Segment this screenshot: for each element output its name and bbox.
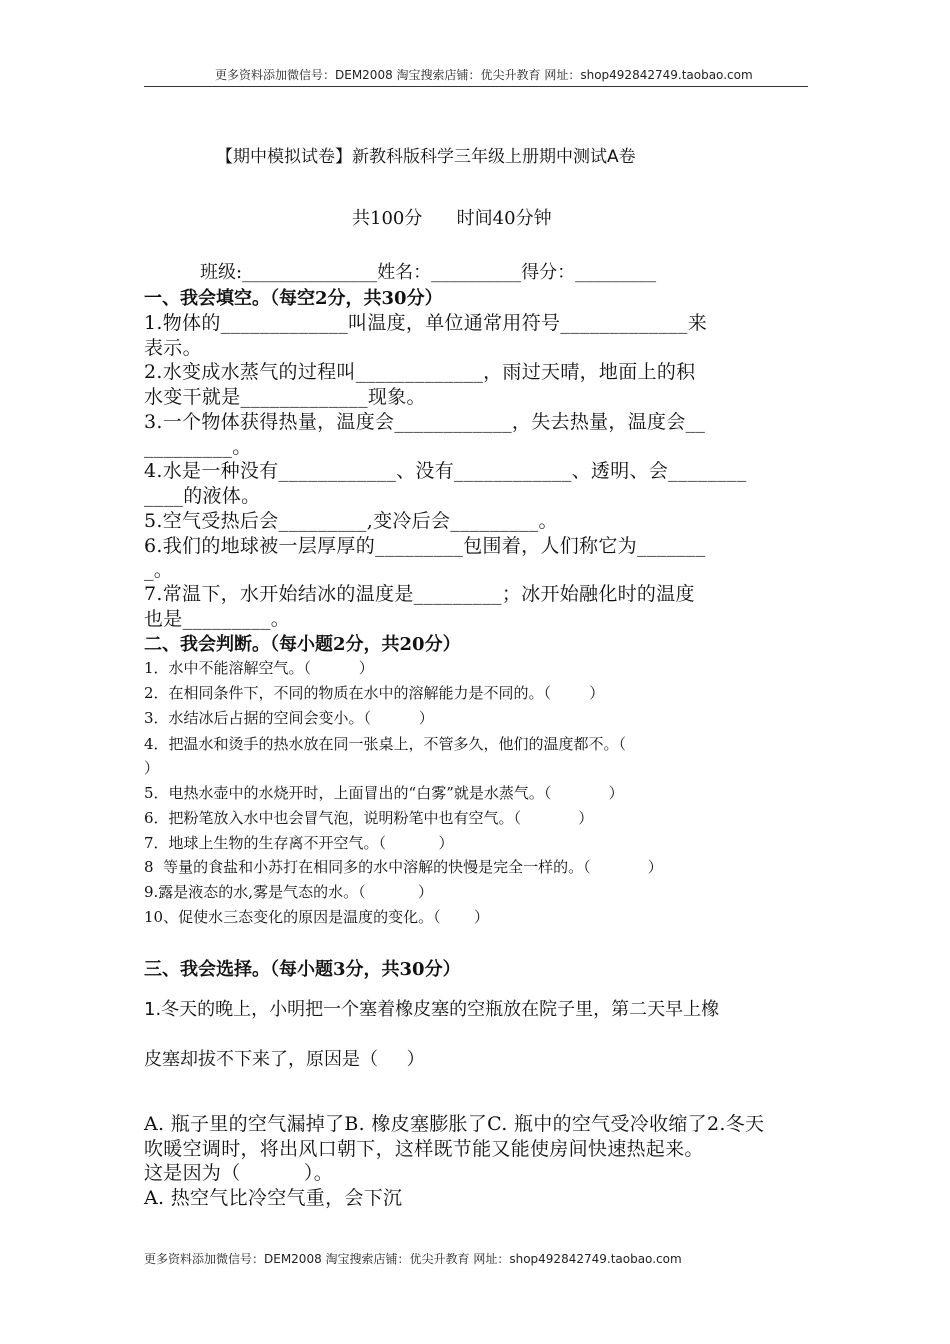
document-title: 【期中模拟试卷】新教科版科学三年级上册期中测试A卷	[216, 147, 636, 167]
section2-item: 2．在相同条件下，不同的物质在水中的溶解能力是不同的。（ ）	[144, 684, 605, 702]
section1-line: 表示。	[144, 337, 202, 359]
section2-item: ）	[144, 759, 160, 777]
section1-line: ____的液体。	[144, 485, 261, 507]
section2-item: 6．把粉笔放入水中也会冒气泡，说明粉笔中也有空气。（ ）	[144, 809, 594, 827]
section2-item: 9.露是液态的水,雾是气态的水。（ ）	[144, 883, 434, 901]
section2-item: 1．水中不能溶解空气。（ ）	[144, 659, 374, 677]
section3-line: 吹暖空调时，将出风口朝下，这样既节能又能使房间快速热起来。	[144, 1138, 704, 1160]
section1-line: 5.空气受热后会_________,变冷后会_________。	[144, 510, 558, 532]
section1-heading: 一、我会填空。（每空2分，共30分）	[144, 288, 443, 309]
section3-line: A. 瓶子里的空气漏掉了B. 橡皮塞膨胀了C. 瓶中的空气受冷收缩了2.冬天	[144, 1113, 765, 1135]
section2-item: 4．把温水和烫手的热水放在同一张桌上，不管多久，他们的温度都不。（	[144, 735, 627, 753]
section3-line: A. 热空气比冷空气重，会下沉	[144, 1187, 403, 1209]
section3-question1-cont: 皮塞却拔不下来了，原因是（ ）	[144, 1049, 425, 1070]
section1-line: 水变干就是_____________现象。	[144, 386, 426, 408]
student-info-line: 班级:_______________姓名：__________得分：_________	[200, 262, 657, 283]
page-header: 更多资料添加微信号：DEM2008 淘宝搜索店铺：优尖升教育 网址：shop492842749.taobao.com	[215, 68, 753, 82]
page-footer: 更多资料添加微信号：DEM2008 淘宝搜索店铺：优尖升教育 网址：shop492842749.taobao.com	[144, 1252, 682, 1266]
section2-item: 8 等量的食盐和小苏打在相同多的水中溶解的快慢是完全一样的。（ ）	[144, 858, 663, 876]
section3-line: 这是因为（ ）。	[144, 1162, 333, 1184]
section2-item: 7．地球上生物的生存离不开空气。（ ）	[144, 834, 454, 852]
section3-heading: 三、我会选择。（每小题3分，共30分）	[144, 959, 461, 980]
section1-line: 4.水是一种没有____________、没有____________、透明、会________	[144, 460, 747, 482]
section1-line: 3.一个物体获得热量，温度会____________，失去热量，温度会__	[144, 411, 706, 433]
section1-line: 也是_________。	[144, 608, 291, 630]
section2-item: 3．水结冰后占据的空间会变小。（ ）	[144, 709, 434, 727]
section2-item: 5．电热水壶中的水烧开时，上面冒出的“白雾”就是水蒸气。（ ）	[144, 784, 624, 802]
section1-line: 1.物体的_____________叫温度，单位通常用符号_____________来	[144, 312, 708, 334]
document-subtitle: 共100分 时间40分钟	[352, 208, 552, 229]
section1-line: _________。	[144, 436, 252, 458]
section3-question1: 1.冬天的晚上，小明把一个塞着橡皮塞的空瓶放在院子里，第二天早上橡	[144, 999, 720, 1020]
section1-line: 6.我们的地球被一层厚厚的_________包围着，人们称它为_______	[144, 535, 706, 557]
section1-line: 7.常温下，水开始结冰的温度是_________；冰开始融化时的温度	[144, 583, 695, 605]
section2-item: 10、促使水三态变化的原因是温度的变化。（ ）	[144, 908, 489, 926]
section1-line: 2.水变成水蒸气的过程叫_____________，雨过天晴，地面上的积	[144, 361, 696, 383]
section1-line: _。	[144, 559, 174, 581]
section2-heading: 二、我会判断。（每小题2分，共20分）	[144, 634, 461, 655]
header-rule	[144, 86, 808, 87]
